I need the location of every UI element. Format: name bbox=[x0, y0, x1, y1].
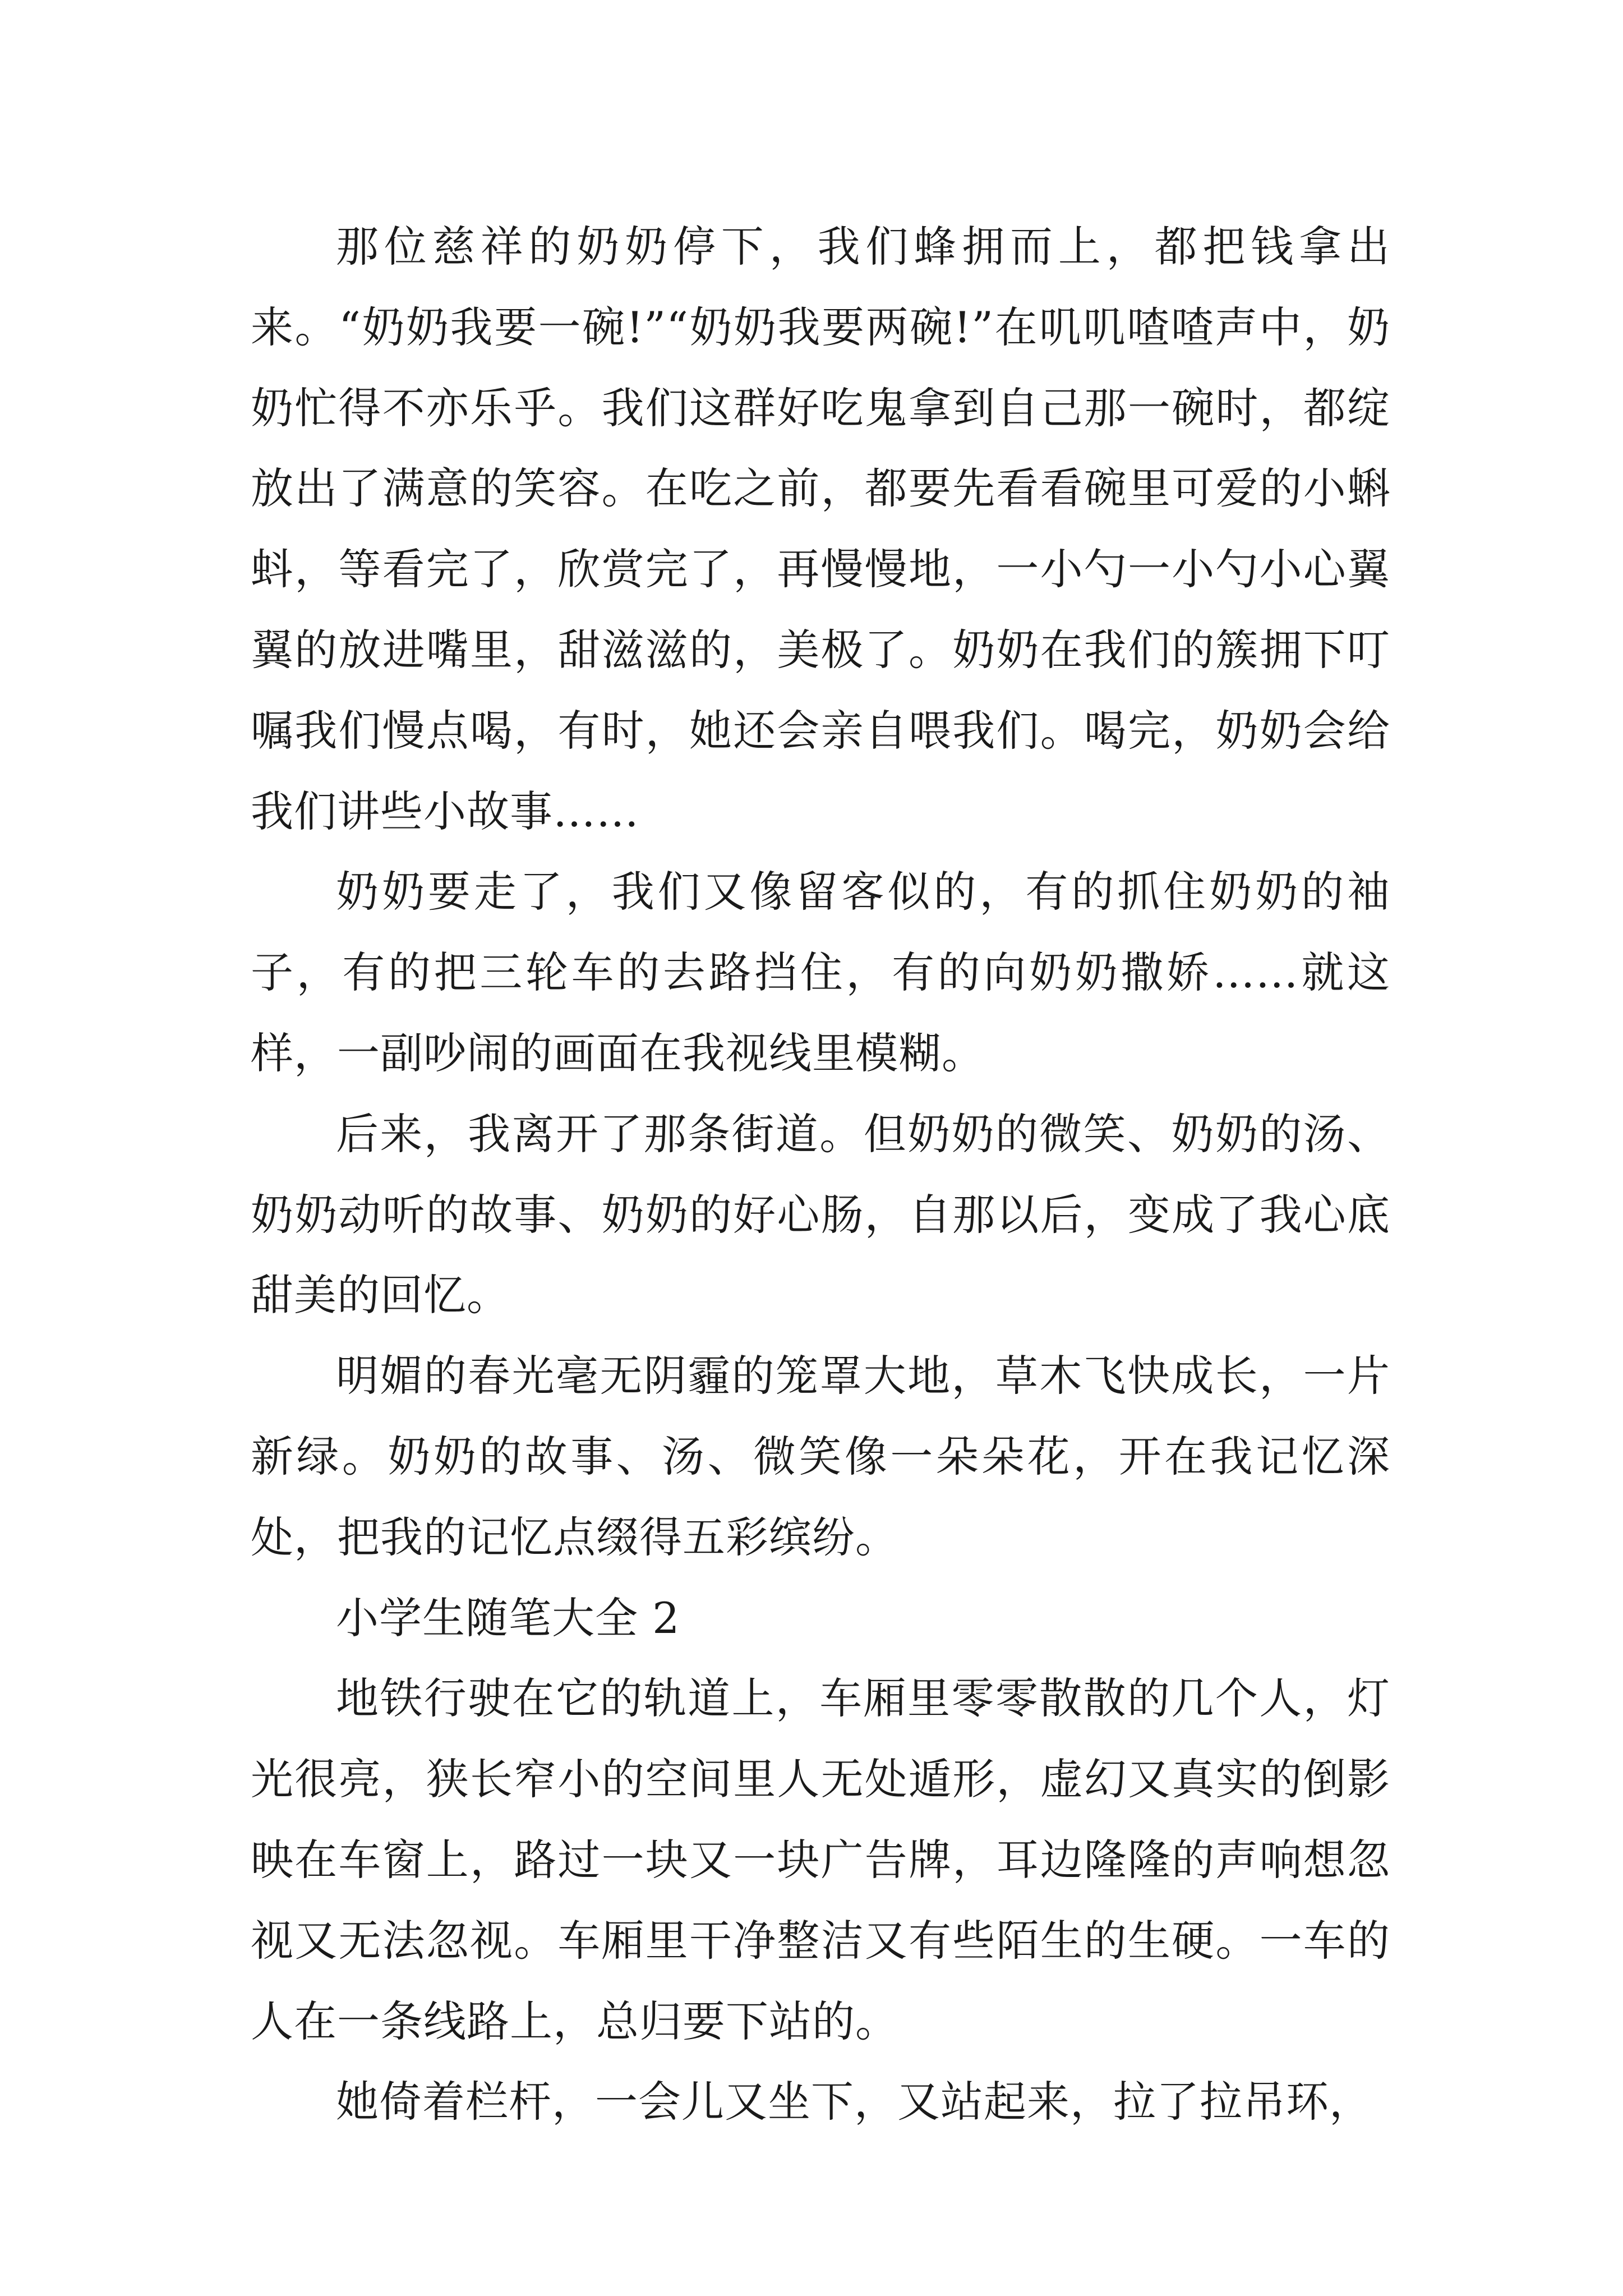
section-heading: 小学生随笔大全 2 bbox=[336, 1593, 680, 1643]
paragraph-grandma-leaves: 奶奶要走了，我们又像留客似的，有的抓住奶奶的袖子，有的把三轮车的去路挡住，有的向奶奶撒娇……就这样，一副吵闹的画面在我视线里模糊。 bbox=[251, 867, 1390, 1078]
document-body bbox=[251, 206, 1390, 2142]
paragraph-later-memories: 后来，我离开了那条街道。但奶奶的微笑、奶奶的汤、奶奶动听的故事、奶奶的好心肠，自那以后，变成了我心底甜美的回忆。 bbox=[251, 1108, 1390, 1320]
paragraph-spring-light: 明媚的春光毫无阴霾的笼罩大地，草木飞快成长，一片新绿。奶奶的故事、汤、微笑像一朵朵花，开在我记忆深处，把我的记忆点缀得五彩缤纷。 bbox=[251, 1351, 1390, 1562]
paragraph-grandma-stops: 那位慈祥的奶奶停下，我们蜂拥而上，都把钱拿出来。“奶奶我要一碗!”“奶奶我要两碗!”在叽叽喳喳声中，奶奶忙得不亦乐乎。我们这群好吃鬼拿到自己那一碗时，都绽放出了满意的笑容。在吃之前，都要先看看碗里可爱的小蝌蚪，等看完了，欣赏完了，再慢慢地，一小勺一小勺小心翼翼的放进嘴里，甜滋滋的，美极了。奶奶在我们的簇拥下叮嘱我们慢点喝，有时，她还会亲自喂我们。喝完，奶奶会给我们讲些小故事…… bbox=[251, 222, 1390, 836]
paragraph-subway: 地铁行驶在它的轨道上，车厢里零零散散的几个人，灯光很亮，狭长窄小的空间里人无处遁形，虚幻又真实的倒影映在车窗上，路过一块又一块广告牌，耳边隆隆的声响想忽视又无法忽视。车厢里干净整洁又有些陌生的生硬。一车的人在一条线路上，总归要下站的。 bbox=[251, 1673, 1390, 2046]
paragraph-she-leans: 她倚着栏杆，一会儿又坐下，又站起来，拉了拉吊环， bbox=[336, 2077, 1372, 2127]
